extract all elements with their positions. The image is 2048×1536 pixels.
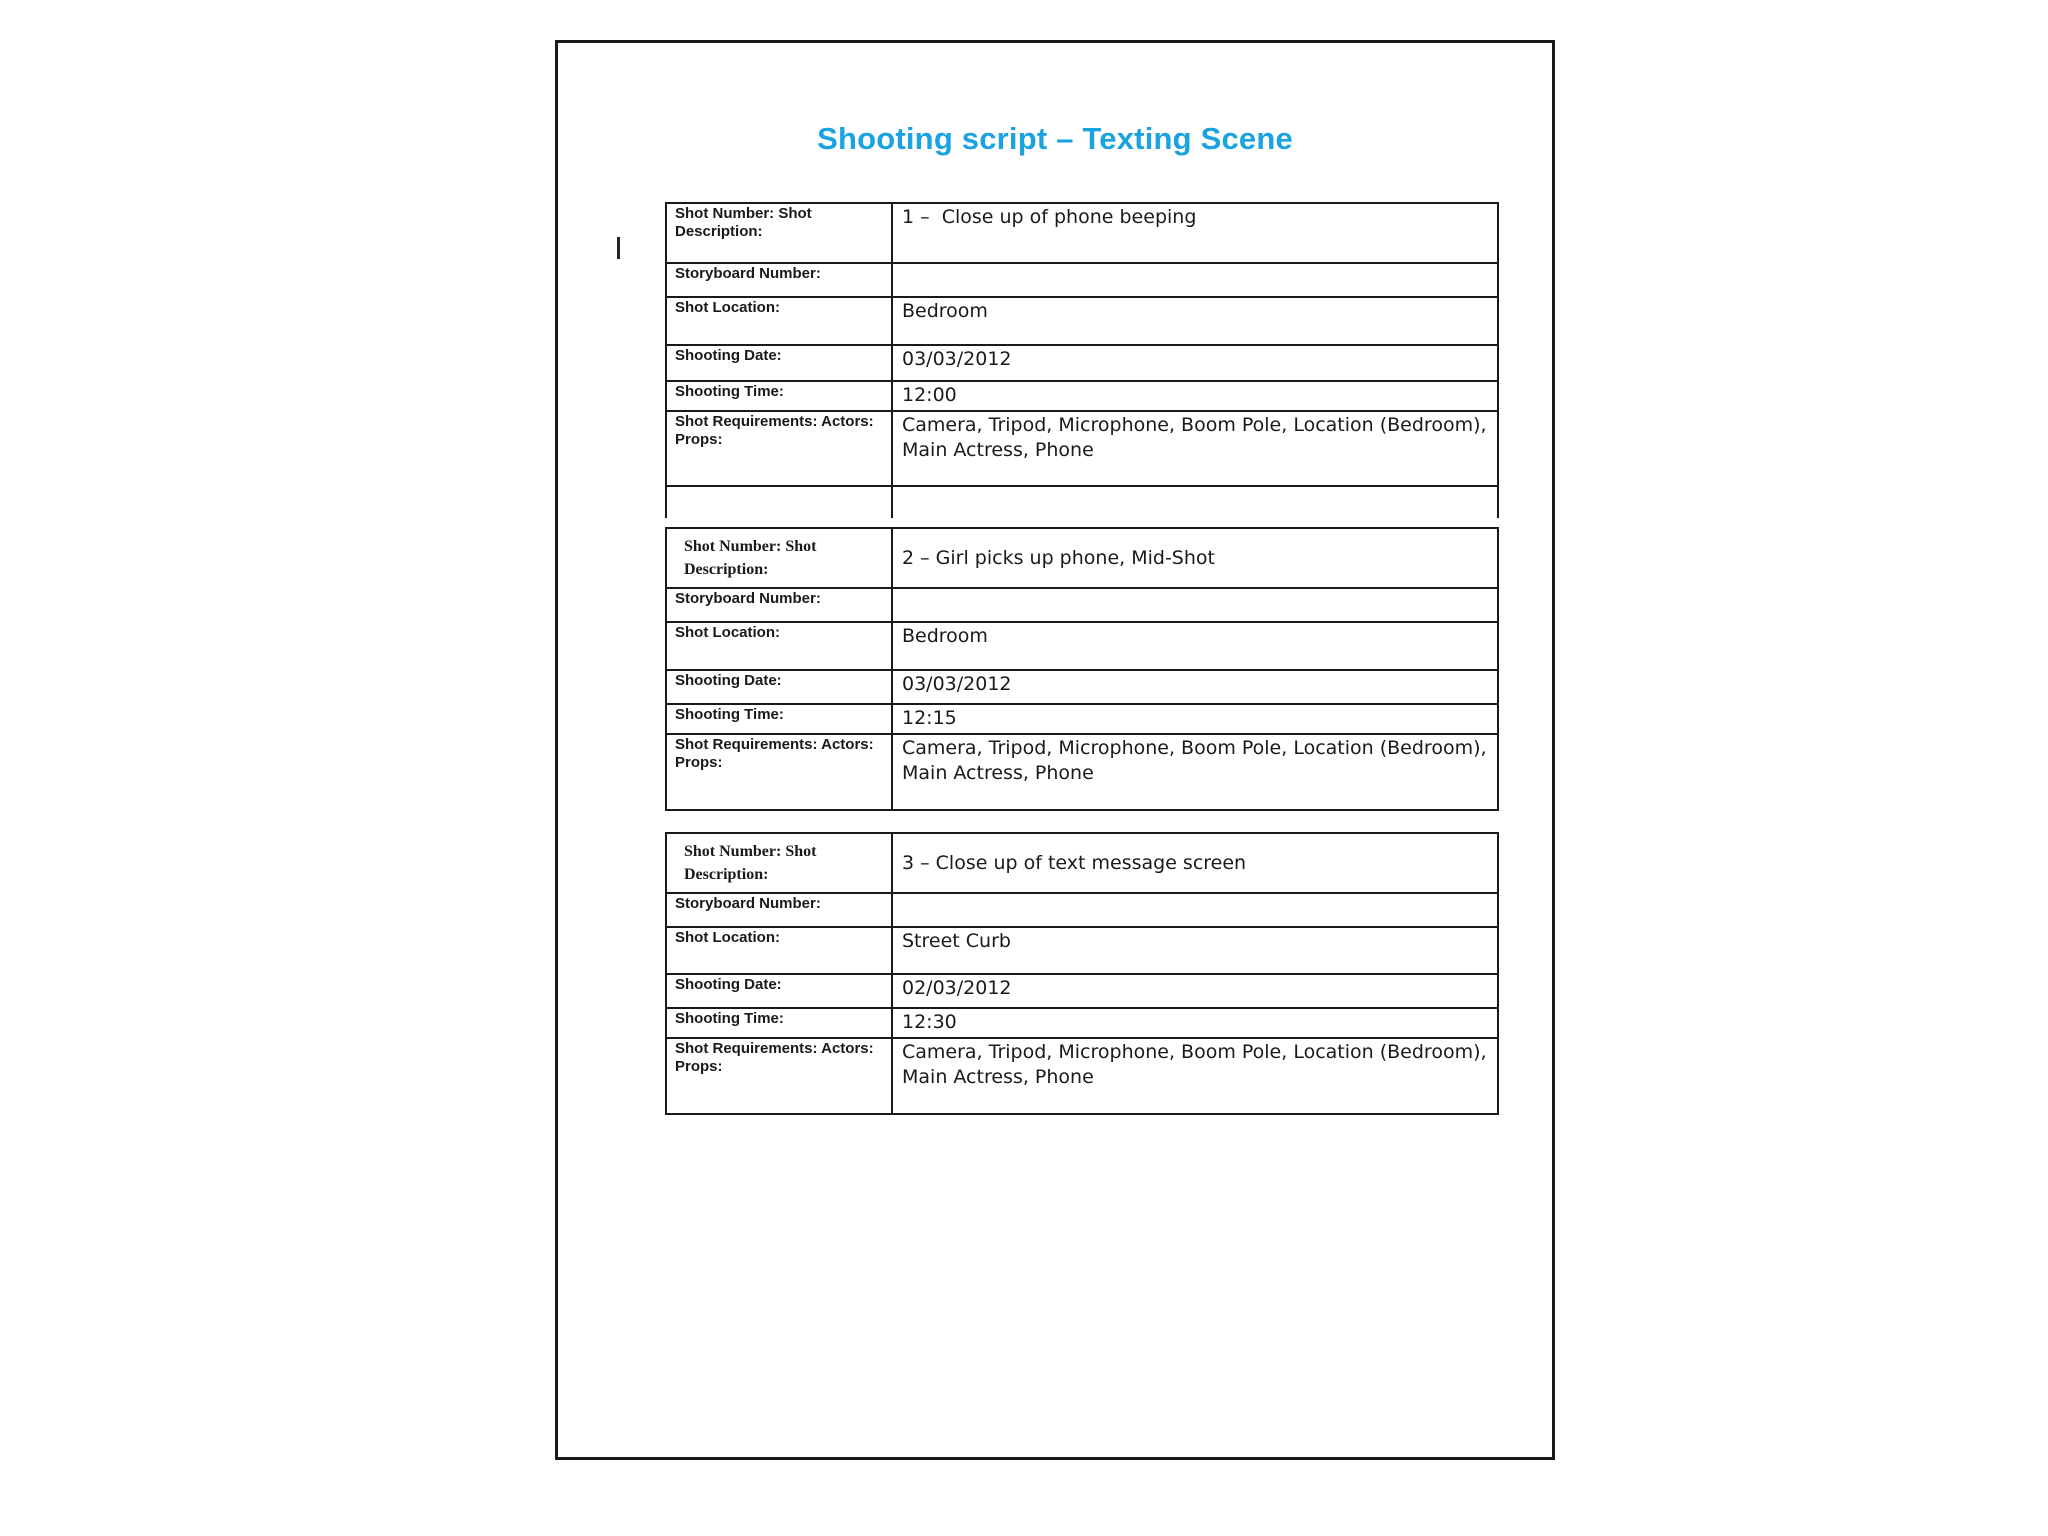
requirements-label: Shot Requirements: Actors: Props: bbox=[666, 1038, 892, 1114]
shot-description-value[interactable] bbox=[892, 833, 1498, 893]
requirements-row bbox=[666, 734, 1498, 810]
document-page bbox=[555, 40, 1555, 1460]
shot-row bbox=[666, 528, 1498, 588]
storyboard-row bbox=[666, 588, 1498, 622]
location-row bbox=[666, 622, 1498, 670]
date-value[interactable]: 03/03/2012 bbox=[892, 670, 1498, 704]
shot-number-label-text: Shot Number: Shot Description: bbox=[684, 843, 821, 883]
date-row bbox=[666, 345, 1498, 381]
requirements-value[interactable]: Camera, Tripod, Microphone, Boom Pole, Location (Bedroom), Main Actress, Phone bbox=[892, 1038, 1498, 1114]
empty-cell bbox=[666, 486, 892, 518]
date-label: Shooting Date: bbox=[666, 670, 892, 704]
shot-description-value[interactable] bbox=[892, 528, 1498, 588]
shot-number-label-text: Shot Number: Shot Description: bbox=[675, 205, 816, 240]
location-label: Shot Location: bbox=[666, 927, 892, 974]
requirements-row bbox=[666, 1038, 1498, 1114]
storyboard-row bbox=[666, 263, 1498, 297]
time-label: Shooting Time: bbox=[666, 704, 892, 734]
shot-table-3 bbox=[665, 832, 1499, 1115]
shot-number-label bbox=[666, 528, 892, 588]
shot-description-text: 2 – Girl picks up phone, Mid-Shot bbox=[902, 546, 1215, 569]
date-label: Shooting Date: bbox=[666, 974, 892, 1008]
time-row bbox=[666, 1008, 1498, 1038]
time-value[interactable]: 12:30 bbox=[892, 1008, 1498, 1038]
shot-description-value[interactable] bbox=[892, 203, 1498, 263]
storyboard-value[interactable] bbox=[892, 588, 1498, 622]
date-row bbox=[666, 974, 1498, 1008]
date-value[interactable]: 03/03/2012 bbox=[892, 345, 1498, 381]
location-label: Shot Location: bbox=[666, 297, 892, 345]
storyboard-value[interactable] bbox=[892, 263, 1498, 297]
time-value[interactable]: 12:00 bbox=[892, 381, 1498, 411]
location-label: Shot Location: bbox=[666, 622, 892, 670]
shot-row bbox=[666, 203, 1498, 263]
storyboard-value[interactable] bbox=[892, 893, 1498, 927]
shot-number-label bbox=[666, 203, 892, 263]
requirements-value[interactable]: Camera, Tripod, Microphone, Boom Pole, Location (Bedroom), Main Actress, Phone bbox=[892, 411, 1498, 486]
shot-number-label bbox=[666, 833, 892, 893]
location-value[interactable]: Street Curb bbox=[892, 927, 1498, 974]
shot-table-1 bbox=[665, 202, 1499, 518]
storyboard-row bbox=[666, 893, 1498, 927]
storyboard-label: Storyboard Number: bbox=[666, 893, 892, 927]
time-label: Shooting Time: bbox=[666, 1008, 892, 1038]
time-row bbox=[666, 381, 1498, 411]
time-row bbox=[666, 704, 1498, 734]
time-value[interactable]: 12:15 bbox=[892, 704, 1498, 734]
date-row bbox=[666, 670, 1498, 704]
shot-description-text: 1 – Close up of phone beeping bbox=[902, 206, 1197, 228]
storyboard-label: Storyboard Number: bbox=[666, 588, 892, 622]
requirements-label: Shot Requirements: Actors: Props: bbox=[666, 734, 892, 810]
location-value[interactable]: Bedroom bbox=[892, 622, 1498, 670]
shot-description-text: 3 – Close up of text message screen bbox=[902, 851, 1247, 874]
storyboard-label: Storyboard Number: bbox=[666, 263, 892, 297]
date-value[interactable]: 02/03/2012 bbox=[892, 974, 1498, 1008]
empty-row bbox=[666, 486, 1498, 518]
date-label: Shooting Date: bbox=[666, 345, 892, 381]
location-row bbox=[666, 927, 1498, 974]
requirements-label: Shot Requirements: Actors: Props: bbox=[666, 411, 892, 486]
empty-cell bbox=[892, 486, 1498, 518]
shot-number-label-text: Shot Number: Shot Description: bbox=[684, 538, 821, 578]
requirements-value[interactable]: Camera, Tripod, Microphone, Boom Pole, Location (Bedroom), Main Actress, Phone bbox=[892, 734, 1498, 810]
location-value[interactable]: Bedroom bbox=[892, 297, 1498, 345]
text-cursor-icon bbox=[617, 237, 620, 259]
shot-row bbox=[666, 833, 1498, 893]
location-row bbox=[666, 297, 1498, 345]
time-label: Shooting Time: bbox=[666, 381, 892, 411]
shot-table-2 bbox=[665, 527, 1499, 811]
document-title: Shooting script – Texting Scene bbox=[817, 121, 1293, 156]
requirements-row bbox=[666, 411, 1498, 486]
